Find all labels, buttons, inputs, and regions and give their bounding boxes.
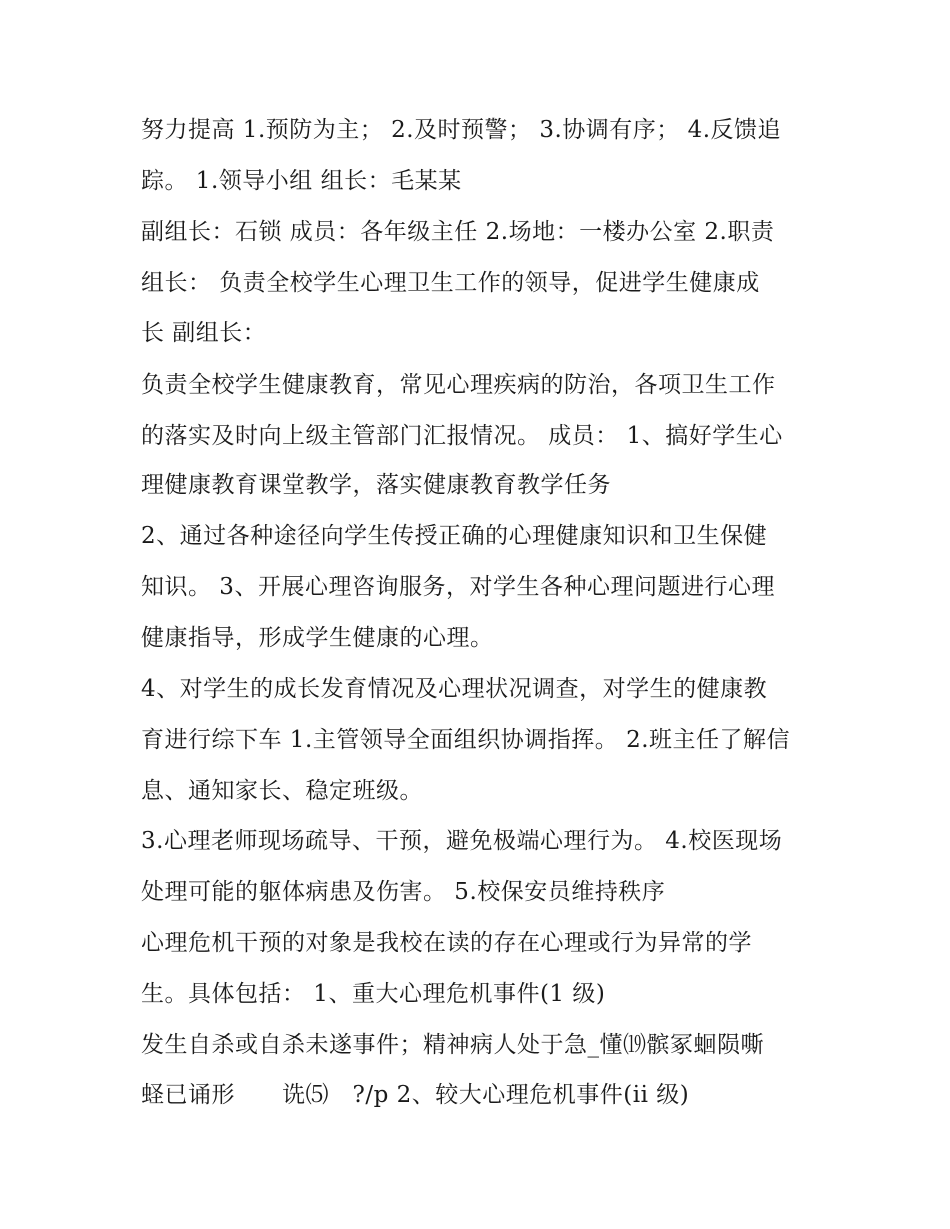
text-line: 发生自杀或自杀未遂事件；精神病人处于急_懂⒆髌冢蛔陨嘶 (141, 1032, 764, 1058)
text-line: 知识。 3、开展心理咨询服务，对学生各种心理问题进行心理 (141, 574, 775, 600)
text-line: 副组长：石锁 成员：各年级主任 2.场地：一楼办公室 2.职责 (141, 219, 775, 245)
text-line: 3.心理老师现场疏导、干预，避免极端心理行为。 4.校医现场 (141, 828, 783, 854)
text-line: 2、通过各种途径向学生传授正确的心理健康知识和卫生保健 (141, 523, 768, 549)
text-line: 健康指导，形成学生健康的心理。 (141, 625, 494, 651)
text-line: 蛏已诵形 诜⑸ ?/p 2、较大心理危机事件(ii 级) (141, 1082, 690, 1108)
text-line: 4、对学生的成长发育情况及心理状况调查，对学生的健康教 (141, 676, 768, 702)
text-line: 处理可能的躯体病患及伤害。 5.校保安员维持秩序 (141, 879, 666, 905)
text-line: 息、通知家长、稳定班级。 (141, 778, 423, 804)
text-line: 长 副组长： (141, 320, 267, 346)
text-line: 理健康教育课堂教学，落实健康教育教学任务 (141, 472, 611, 498)
text-line: 育进行综下车 1.主管领导全面组织协调指挥。 2.班主任了解信 (141, 727, 791, 753)
text-line: 生。具体包括： 1、重大心理危机事件(1 级) (141, 981, 606, 1007)
text-line: 负责全校学生健康教育，常见心理疾病的防治，各项卫生工作 (141, 372, 776, 398)
text-line: 的落实及时向上级主管部门汇报情况。 成员： 1、搞好学生心 (141, 423, 783, 449)
text-line: 努力提高 1.预防为主； 2.及时预警； 3.协调有序； 4.反馈追 (141, 117, 782, 143)
text-line: 踪。 1.领导小组 组长：毛某某 (141, 168, 462, 194)
text-line: 组长： 负责全校学生心理卫生工作的领导，促进学生健康成 (141, 270, 760, 296)
text-line: 心理危机干预的对象是我校在读的存在心理或行为异常的学 (141, 930, 752, 956)
